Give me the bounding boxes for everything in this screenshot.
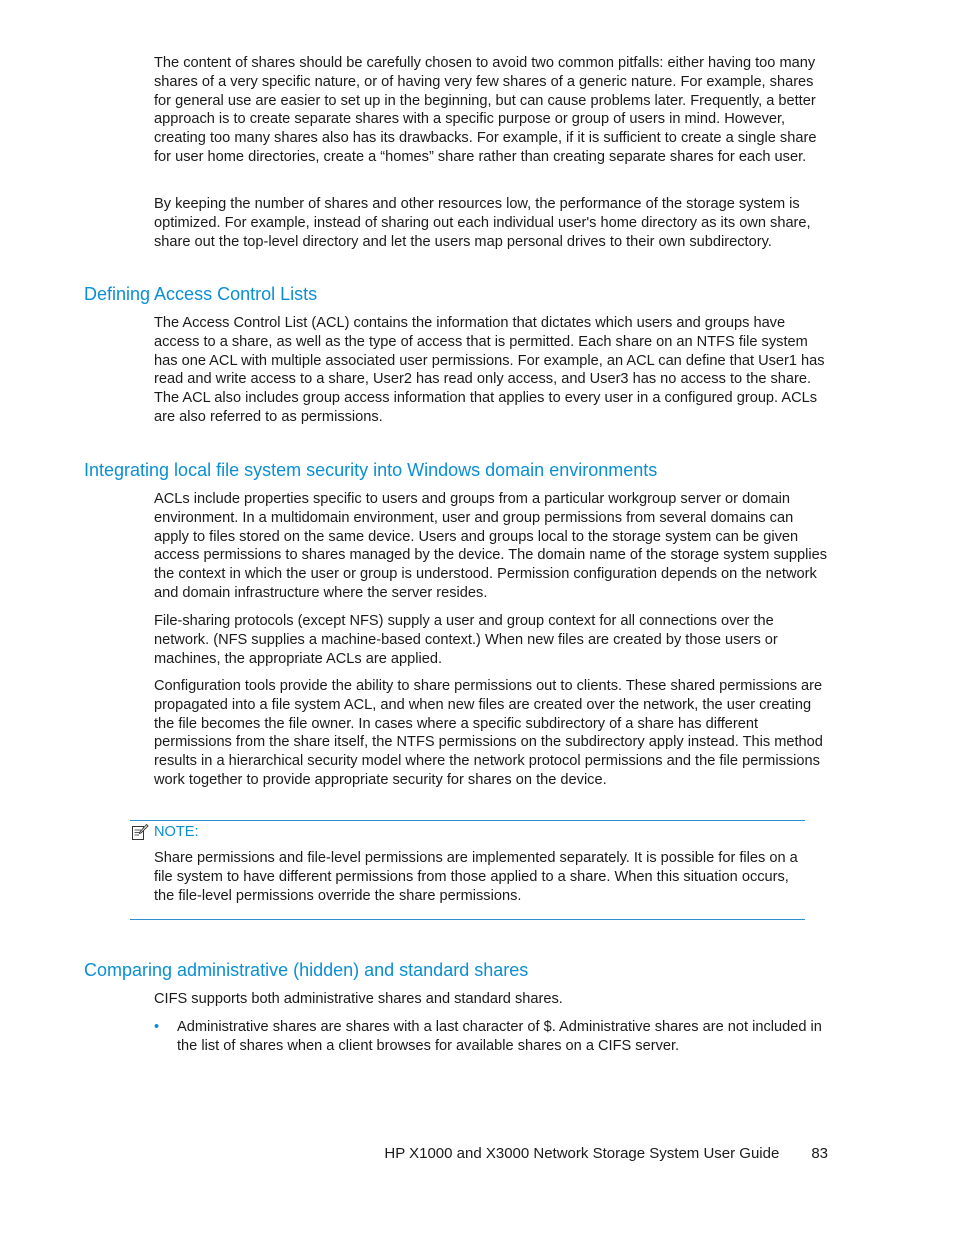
- integration-paragraph-2: File-sharing protocols (except NFS) supply a user and group context for all connections over the network. (NFS supplies a machine-based context.) When new files are created by those users or machines, the appropriate ACLs are applied.: [154, 613, 778, 667]
- note-bottom-rule: [130, 919, 805, 920]
- note-pencil-icon: [131, 823, 149, 841]
- integration-paragraph-3: Configuration tools provide the ability to share permissions out to clients. These shared permissions are propagated into a file system ACL, and when new files are created over the network, the user creating the file becomes the file owner. In cases where a specific subdirectory of a share has different permissions from the share itself, the NTFS permissions on the subdirectory apply instead. This method results in a hierarchical security model where the network protocol permissions and the file permissions work together to provide appropriate security for shares on the device.: [154, 678, 823, 788]
- note-label: [131, 823, 199, 841]
- note-text: Share permissions and file-level permissions are implemented separately. It is possible for files on a file system to have different permissions from those applied to a share. When this situation occurs, the file-level permissions override the share permissions.: [154, 850, 798, 904]
- page-footer: [300, 1144, 828, 1164]
- note-label-text: NOTE:: [154, 824, 199, 840]
- intro-paragraph-1: The content of shares should be carefully chosen to avoid two common pitfalls: either having too many shares of a very specific nature, or of having very few shares of a generic nature. For example, shares for general use are easier to set up in the beginning, but can cause problems later. Frequently, a better approach is to create separate shares with a specific purpose or group of users in mind. However, creating too many shares also has its drawbacks. For example, if it is sufficient to create a single share for user home directories, create a “homes” share rather than creating separate shares for each user.: [154, 55, 817, 165]
- page-number: 83: [811, 1145, 828, 1162]
- heading-comparing-shares: Comparing administrative (hidden) and standard shares: [84, 960, 529, 980]
- footer-title: HP X1000 and X3000 Network Storage System User Guide: [384, 1145, 780, 1162]
- bullet-text: Administrative shares are shares with a last character of $. Administrative shares are not included in the list of shares when a client browses for available shares on a CIFS server.: [177, 1019, 822, 1054]
- heading-defining-acl: Defining Access Control Lists: [84, 284, 318, 304]
- bullet-marker: •: [154, 1019, 160, 1035]
- acl-paragraph-1: The Access Control List (ACL) contains the information that dictates which users and groups have access to a share, as well as the type of access that is permitted. Each share on an NTFS file system has one ACL with multiple associated user permissions. For example, an ACL can define that User1 has read and write access to a share, User2 has read only access, and User3 has no access to the share. The ACL also includes group access information that applies to every user in a configured group. ACLs are also referred to as permissions.: [154, 315, 825, 425]
- list-item: [154, 1018, 830, 1056]
- heading-integrating-security: Integrating local file system security into Windows domain environments: [84, 460, 658, 480]
- note-top-rule: [130, 820, 805, 821]
- intro-paragraph-2: By keeping the number of shares and other resources low, the performance of the storage system is optimized. For example, instead of sharing out each individual user's home directory as its own share, share out the top-level directory and let the users map personal drives to their own subdirectory.: [154, 196, 811, 250]
- integration-paragraph-1: ACLs include properties specific to users and groups from a particular workgroup server or domain environment. In a multidomain environment, user and group permissions from several domains can apply to files stored on the same device. Users and groups local to the storage system can be given access permissions to shares managed by the device. The domain name of the storage system supplies the context in which the user or group is understood. Permission configuration depends on the network and domain infrastructure where the server resides.: [154, 491, 828, 601]
- comparing-paragraph-1: CIFS supports both administrative shares and standard shares.: [154, 991, 563, 1007]
